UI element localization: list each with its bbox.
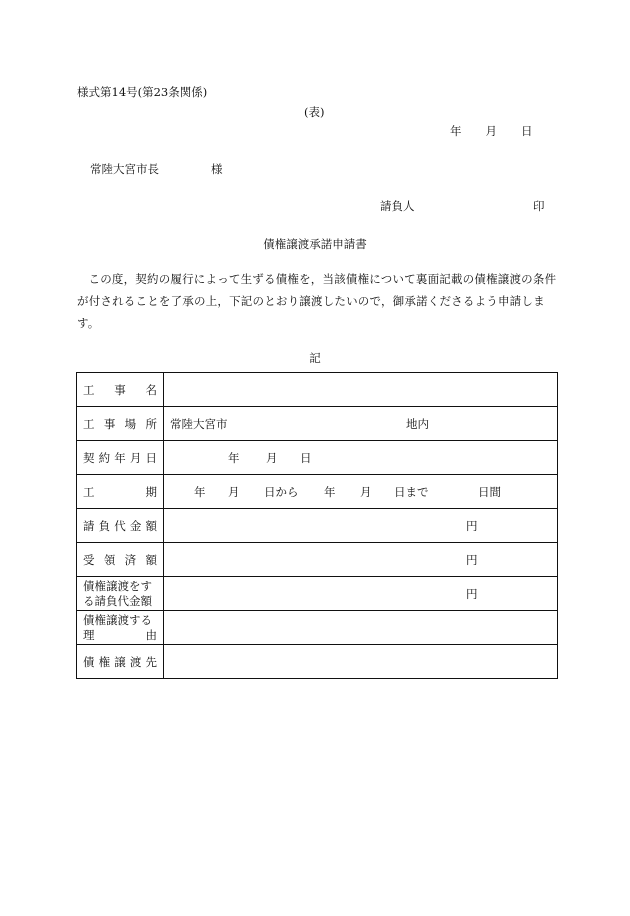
label-transfer-amount (77, 577, 164, 611)
label-line-1: 債権譲渡する (83, 612, 152, 627)
period-start-month: 月 (228, 484, 240, 499)
yen-unit: 円 (466, 518, 478, 533)
addressee-name: 常陸大宮市長 (90, 162, 159, 176)
label-received-amount (77, 543, 164, 577)
seal-mark: 印 (533, 199, 545, 213)
table-row (77, 373, 558, 407)
label-char: 領 (103, 552, 116, 567)
contract-day: 日 (300, 450, 312, 465)
label-construction-site (77, 407, 164, 441)
label-construction-period (77, 475, 164, 509)
label-text (83, 416, 157, 432)
table-row (77, 509, 558, 543)
contract-month: 月 (266, 450, 278, 465)
label-text (83, 382, 157, 398)
table-row (77, 645, 558, 679)
label-contract-date (77, 441, 164, 475)
form-number: 様式第14号(第23条関係) (77, 85, 208, 99)
table-row (77, 441, 558, 475)
site-suffix: 地内 (406, 416, 429, 431)
label-line-2: る請負代金額 (83, 593, 152, 608)
month-label: 月 (485, 124, 497, 138)
value-construction-site[interactable] (164, 407, 558, 441)
period-start-day: 日から (264, 484, 299, 499)
value-contract-amount[interactable] (164, 509, 558, 543)
label-char: 額 (145, 552, 157, 567)
label-char: 済 (124, 552, 137, 567)
label-char: 事 (114, 382, 126, 397)
label-text (83, 450, 157, 466)
ki-label: 記 (309, 351, 321, 365)
label-line-2a: 理 (83, 627, 95, 642)
label-char: 額 (145, 518, 157, 533)
yen-unit: 円 (466, 586, 478, 601)
value-transfer-amount[interactable] (164, 577, 558, 611)
label-char: 渡 (129, 654, 142, 669)
label-char: 事 (103, 416, 116, 431)
day-label: 日 (521, 124, 533, 138)
label-char: 名 (145, 382, 157, 397)
label-char: 期 (145, 484, 157, 499)
table-row (77, 475, 558, 509)
label-char: 契 (83, 450, 95, 465)
label-char: 年 (114, 450, 126, 465)
table-row (77, 611, 558, 645)
label-char: 権 (98, 654, 111, 669)
label-text (83, 518, 157, 534)
addressee-honorific: 様 (211, 162, 223, 176)
period-end-year: 年 (324, 484, 336, 499)
table-row (77, 543, 558, 577)
label-line-1: 債権譲渡をす (83, 578, 152, 593)
label-char: 金 (129, 518, 142, 533)
label-line-2b: 由 (145, 627, 157, 642)
table-row (77, 577, 558, 611)
label-char: 工 (83, 484, 95, 499)
label-text (83, 654, 157, 670)
label-transferee (77, 645, 164, 679)
value-transferee[interactable] (164, 645, 558, 679)
label-char: 請 (83, 518, 95, 533)
period-days: 日間 (478, 484, 501, 499)
label-char: 負 (98, 518, 111, 533)
period-end-month: 月 (360, 484, 372, 499)
document-title: 債権譲渡承諾申請書 (263, 237, 367, 251)
label-char: 日 (145, 450, 157, 465)
site-city: 常陸大宮市 (170, 416, 228, 431)
date-line (450, 123, 533, 139)
value-transfer-reason[interactable] (164, 611, 558, 645)
label-construction-name (77, 373, 164, 407)
label-contract-amount (77, 509, 164, 543)
label-text (83, 484, 157, 500)
label-transfer-reason (77, 611, 164, 645)
label-char: 所 (145, 416, 157, 431)
value-received-amount[interactable] (164, 543, 558, 577)
year-label: 年 (450, 124, 462, 138)
applicant-label: 請負人 (380, 199, 415, 213)
body-text: この度，契約の履行によって生ずる債権を，当該債権について裏面記載の債権譲渡の条件が付されることを了承の上，下記のとおり譲渡したいので，御承諾くださるよう申請します。 (77, 272, 557, 330)
label-char: 工 (83, 416, 95, 431)
label-char: 先 (145, 654, 157, 669)
value-construction-name[interactable] (164, 373, 558, 407)
label-char: 代 (114, 518, 126, 533)
period-end-day: 日まで (394, 484, 429, 499)
yen-unit: 円 (466, 552, 478, 567)
contract-year: 年 (228, 450, 240, 465)
details-table (76, 372, 558, 679)
side-label: (表) (304, 105, 325, 119)
label-char: 月 (129, 450, 142, 465)
value-construction-period[interactable] (164, 475, 558, 509)
label-char: 譲 (114, 654, 126, 669)
period-start-year: 年 (194, 484, 206, 499)
label-text (83, 552, 157, 568)
label-char: 場 (124, 416, 137, 431)
addressee (90, 161, 223, 177)
label-char: 債 (83, 654, 95, 669)
table-row (77, 407, 558, 441)
label-char: 約 (98, 450, 111, 465)
label-char: 受 (83, 552, 95, 567)
value-contract-date[interactable] (164, 441, 558, 475)
label-char: 工 (83, 382, 95, 397)
